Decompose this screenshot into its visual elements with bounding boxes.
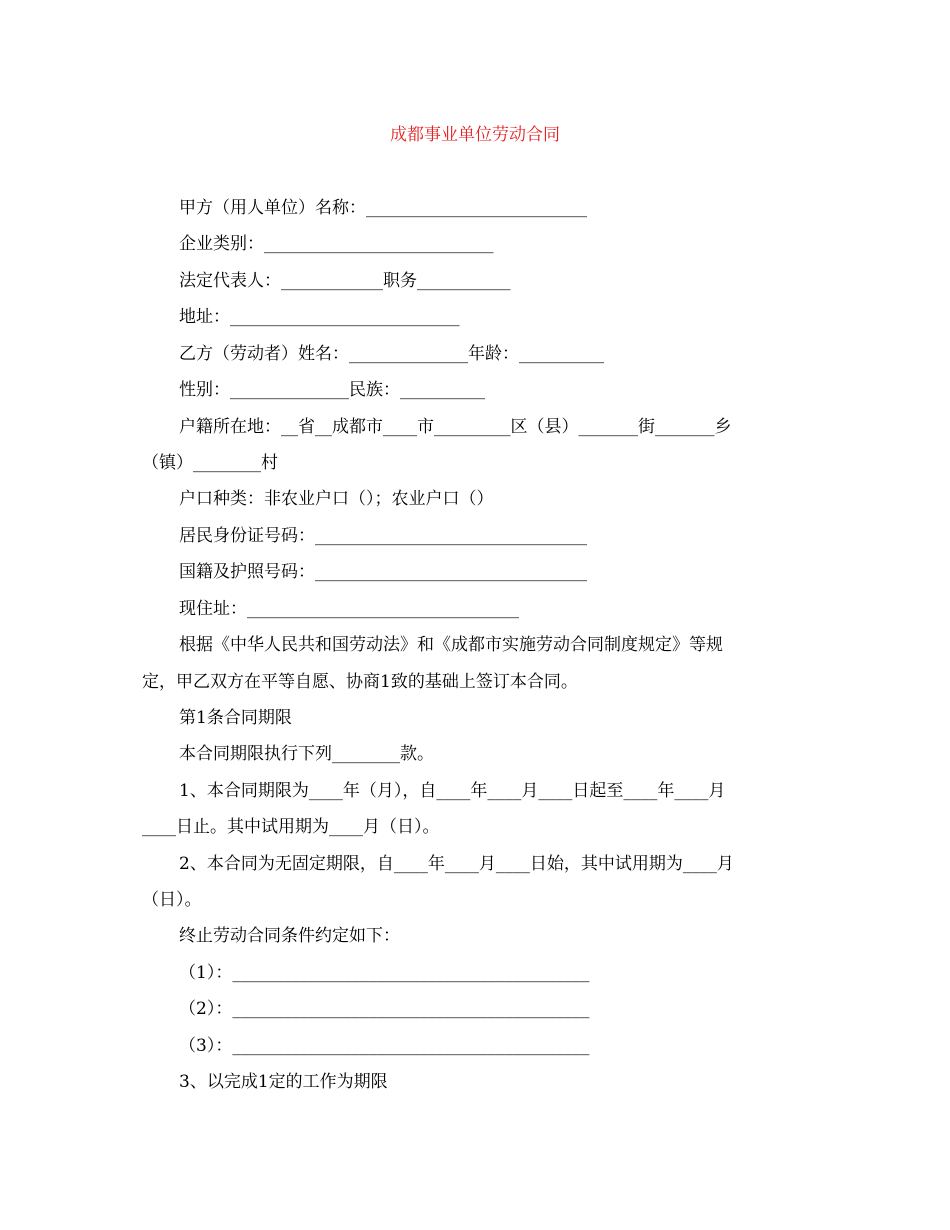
enterprise-type-line: 企业类别：___________________________ xyxy=(179,234,494,254)
household-registration-line-cont: （镇）________村 xyxy=(142,453,278,473)
employer-name-line: 甲方（用人单位）名称：__________________________ xyxy=(179,198,587,218)
legal-representative-line: 法定代表人：____________职务___________ xyxy=(179,271,511,291)
gender-ethnicity-line: 性别：______________民族：__________ xyxy=(179,380,485,400)
nationality-passport-line: 国籍及护照号码：________________________________ xyxy=(179,562,587,582)
term-clause-line: 本合同期限执行下列________款。 xyxy=(179,744,434,764)
task-based-term-line: 3、以完成1定的工作为期限 xyxy=(179,1072,388,1092)
current-address-line: 现住址：________________________________ xyxy=(179,599,519,619)
basis-paragraph-line: 根据《中华人民共和国劳动法》和《成都市实施劳动合同制度规定》等规 xyxy=(179,635,723,655)
contract-title: 成都事业单位劳动合同 xyxy=(390,125,560,145)
article-1-heading: 第1条合同期限 xyxy=(179,708,292,728)
condition-2-line: （2）：__________________________________________ xyxy=(179,999,590,1019)
open-term-line-cont: （日）。 xyxy=(142,890,202,910)
id-number-line: 居民身份证号码：________________________________ xyxy=(179,526,587,546)
fixed-term-line: 1、本合同期限为____年（月），自____年____月____日起至____年____月 xyxy=(179,781,726,801)
condition-3-line: （3）：__________________________________________ xyxy=(179,1036,590,1056)
household-registration-line: 户籍所在地：__省__成都市____市_________区（县）_______街_______乡 xyxy=(179,417,732,437)
fixed-term-line-cont: ____日止。其中试用期为____月（日）。 xyxy=(142,817,440,837)
address-line: 地址：___________________________ xyxy=(179,307,460,327)
employee-name-line: 乙方（劳动者）姓名：______________年龄：__________ xyxy=(179,344,604,364)
condition-1-line: （1）：__________________________________________ xyxy=(179,963,590,983)
termination-conditions-line: 终止劳动合同条件约定如下： xyxy=(179,926,400,946)
household-type-line: 户口种类：非农业户口（）；农业户口（） xyxy=(179,489,494,509)
open-term-line: 2、本合同为无固定期限，自____年____月____日始，其中试用期为____月 xyxy=(179,854,734,874)
basis-paragraph-line-cont: 定，甲乙双方在平等自愿、协商1致的基础上签订本合同。 xyxy=(142,672,578,692)
